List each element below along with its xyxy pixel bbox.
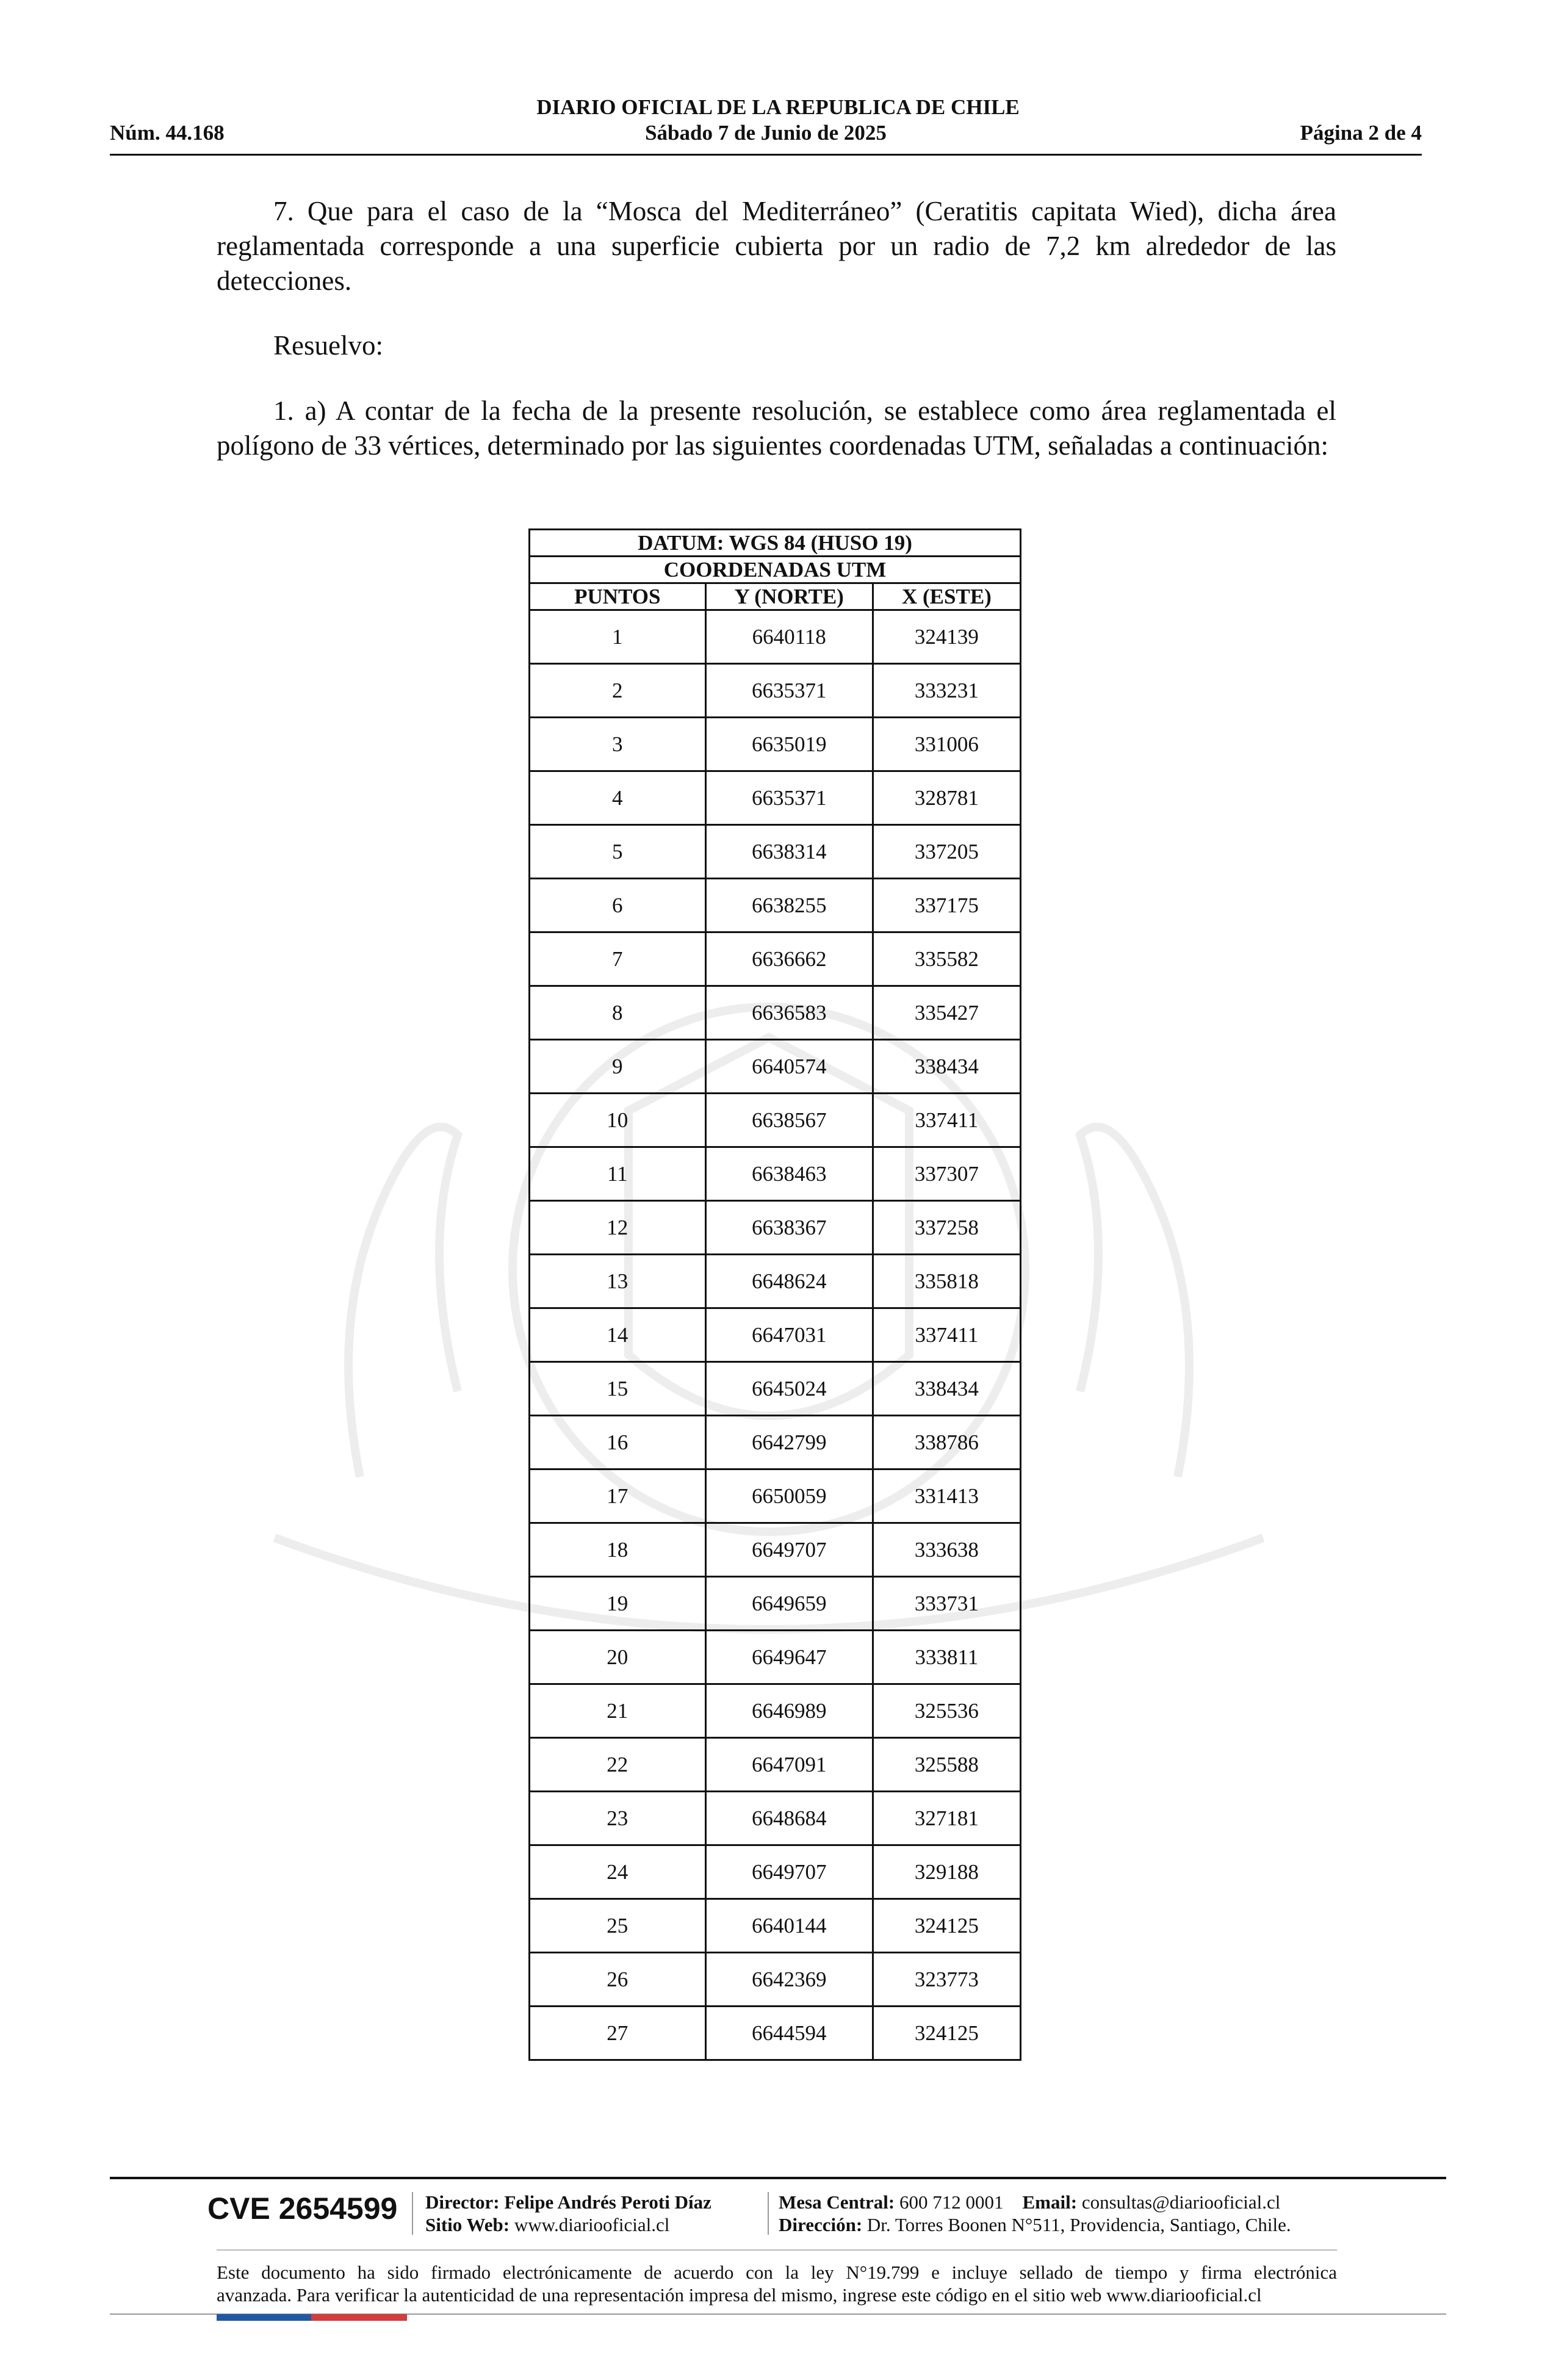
footer-separator	[412, 2192, 413, 2235]
cell-norte: 6638367	[705, 1201, 873, 1255]
table-row	[530, 1255, 1021, 1308]
column-header-este: X (ESTE)	[873, 583, 1020, 610]
table-row	[530, 610, 1021, 664]
table-row	[530, 1362, 1021, 1416]
issue-date: Sábado 7 de Junio de 2025	[645, 121, 887, 145]
cell-este: 337411	[873, 1094, 1020, 1147]
table-row	[530, 1738, 1021, 1792]
cell-este: 324139	[873, 610, 1020, 664]
cell-norte: 6638463	[705, 1147, 873, 1201]
website-link[interactable]: www.diariooficial.cl	[514, 2214, 670, 2235]
cell-norte: 6638255	[705, 879, 873, 932]
cell-norte: 6635019	[705, 718, 873, 771]
cell-norte: 6647031	[705, 1308, 873, 1362]
table-row	[530, 1684, 1021, 1738]
cell-norte: 6649647	[705, 1631, 873, 1684]
cell-este: 337307	[873, 1147, 1020, 1201]
cell-punto: 1	[530, 610, 706, 664]
cell-este: 333811	[873, 1631, 1020, 1684]
paragraph-1a-text: 1. a) A contar de la fecha de la presente resolución, se establece como área reglamentada el polígono de 33 vértices, determinado por las siguientes coordenadas UTM, señaladas a continuación:	[217, 395, 1336, 461]
cell-punto: 9	[530, 1040, 706, 1094]
legal-line-2: avanzada. Para verificar la autenticidad de una representación impresa del mismo, ingrese este código en el sitio web www.diariooficial.cl	[217, 2284, 1262, 2306]
legal-line-1: Este documento ha sido firmado electrónicamente de acuerdo con la ley N°19.799 e incluye sellado de tiempo y firma electrónica	[217, 2262, 1337, 2283]
resuelvo-heading	[217, 328, 1336, 363]
cell-punto: 3	[530, 718, 706, 771]
table-row	[530, 1792, 1021, 1845]
website-label: Sitio Web:	[425, 2214, 510, 2235]
cell-punto: 15	[530, 1362, 706, 1416]
column-header-norte: Y (NORTE)	[705, 583, 873, 610]
table-row	[530, 1845, 1021, 1899]
footer-divider-top	[110, 2177, 1446, 2179]
cell-punto: 8	[530, 986, 706, 1040]
cell-este: 324125	[873, 1899, 1020, 1953]
cell-este: 323773	[873, 1953, 1020, 2007]
mesa-label: Mesa Central:	[779, 2191, 895, 2213]
director-label: Director:	[425, 2191, 500, 2213]
cell-norte: 6640144	[705, 1899, 873, 1953]
cell-este: 337205	[873, 825, 1020, 879]
resuelvo-text: Resuelvo:	[273, 330, 383, 361]
cell-punto: 20	[530, 1631, 706, 1684]
footer-divider-mid	[217, 2249, 1337, 2251]
address-text: Dr. Torres Boonen N°511, Providencia, Santiago, Chile.	[866, 2214, 1291, 2235]
table-row	[530, 879, 1021, 932]
table-row	[530, 1201, 1021, 1255]
table-row	[530, 664, 1021, 718]
cell-punto: 22	[530, 1738, 706, 1792]
cell-punto: 21	[530, 1684, 706, 1738]
cell-punto: 27	[530, 2007, 706, 2060]
cell-este: 328781	[873, 771, 1020, 825]
publication-title: DIARIO OFICIAL DE LA REPUBLICA DE CHILE	[536, 95, 1020, 119]
flag-stripe-red	[311, 2314, 407, 2321]
cell-punto: 11	[530, 1147, 706, 1201]
cell-este: 338434	[873, 1040, 1020, 1094]
cell-norte: 6640574	[705, 1040, 873, 1094]
cell-norte: 6635371	[705, 664, 873, 718]
cell-punto: 26	[530, 1953, 706, 2007]
footer-contact-block	[779, 2191, 1291, 2236]
issue-number: Núm. 44.168	[110, 121, 225, 145]
cell-norte: 6647091	[705, 1738, 873, 1792]
email-label: Email:	[1022, 2191, 1078, 2213]
cell-punto: 24	[530, 1845, 706, 1899]
utm-table-body	[530, 610, 1021, 2060]
table-row	[530, 1577, 1021, 1631]
cell-norte: 6642799	[705, 1416, 873, 1469]
cell-norte: 6650059	[705, 1469, 873, 1523]
column-header-puntos: PUNTOS	[530, 583, 706, 610]
table-row	[530, 1416, 1021, 1469]
table-row	[530, 932, 1021, 986]
table-title: COORDENADAS UTM	[530, 557, 1021, 583]
table-row	[530, 771, 1021, 825]
table-row	[530, 1469, 1021, 1523]
table-row	[530, 718, 1021, 771]
email-link[interactable]: consultas@diariooficial.cl	[1081, 2191, 1281, 2213]
footer-separator	[768, 2192, 769, 2235]
header-divider	[110, 154, 1422, 156]
cell-norte: 6648684	[705, 1792, 873, 1845]
director-name: Felipe Andrés Peroti Díaz	[504, 2191, 711, 2213]
cell-este: 335582	[873, 932, 1020, 986]
cell-punto: 17	[530, 1469, 706, 1523]
cell-este: 338786	[873, 1416, 1020, 1469]
cell-punto: 23	[530, 1792, 706, 1845]
cell-norte: 6636583	[705, 986, 873, 1040]
cell-norte: 6640118	[705, 610, 873, 664]
cell-este: 333731	[873, 1577, 1020, 1631]
paragraph-7	[217, 194, 1336, 298]
paragraph-7-text: 7. Que para el caso de la “Mosca del Mediterráneo” (Ceratitis capitata Wied), dicha área reglamentada corresponde a una superficie cubierta por un radio de 7,2 km alrededor de las detecciones.	[217, 196, 1336, 296]
cell-este: 335427	[873, 986, 1020, 1040]
cell-este: 325536	[873, 1684, 1020, 1738]
cell-norte: 6636662	[705, 932, 873, 986]
cell-este: 331413	[873, 1469, 1020, 1523]
cell-norte: 6638314	[705, 825, 873, 879]
cell-este: 324125	[873, 2007, 1020, 2060]
cell-punto: 14	[530, 1308, 706, 1362]
table-row	[530, 1308, 1021, 1362]
cell-punto: 7	[530, 932, 706, 986]
cell-norte: 6649659	[705, 1577, 873, 1631]
table-row	[530, 1094, 1021, 1147]
cell-este: 333231	[873, 664, 1020, 718]
cell-punto: 6	[530, 879, 706, 932]
cve-code: CVE 2654599	[207, 2191, 398, 2226]
cell-este: 338434	[873, 1362, 1020, 1416]
cell-punto: 12	[530, 1201, 706, 1255]
table-row	[530, 1631, 1021, 1684]
cell-norte: 6648624	[705, 1255, 873, 1308]
table-row	[530, 1899, 1021, 1953]
cell-este: 337258	[873, 1201, 1020, 1255]
table-row	[530, 1523, 1021, 1577]
cell-este: 325588	[873, 1738, 1020, 1792]
table-row	[530, 986, 1021, 1040]
cell-norte: 6646989	[705, 1684, 873, 1738]
cell-este: 327181	[873, 1792, 1020, 1845]
table-row	[530, 1953, 1021, 2007]
table-row	[530, 825, 1021, 879]
mesa-phone: 600 712 0001	[899, 2191, 1004, 2213]
cell-este: 337175	[873, 879, 1020, 932]
cell-norte: 6649707	[705, 1523, 873, 1577]
cell-este: 333638	[873, 1523, 1020, 1577]
cell-punto: 19	[530, 1577, 706, 1631]
paragraph-1a	[217, 394, 1336, 463]
datum-header: DATUM: WGS 84 (HUSO 19)	[530, 530, 1021, 557]
cell-norte: 6642369	[705, 1953, 873, 2007]
cell-norte: 6645024	[705, 1362, 873, 1416]
cell-punto: 18	[530, 1523, 706, 1577]
cell-norte: 6649707	[705, 1845, 873, 1899]
cell-punto: 13	[530, 1255, 706, 1308]
utm-coordinates-table	[528, 528, 1021, 2061]
cell-este: 331006	[873, 718, 1020, 771]
header-row	[110, 121, 1422, 149]
cell-este: 337411	[873, 1308, 1020, 1362]
table-row	[530, 1147, 1021, 1201]
cell-norte: 6638567	[705, 1094, 873, 1147]
page-number: Página 2 de 4	[1300, 121, 1422, 145]
table-row	[530, 2007, 1021, 2060]
cell-este: 329188	[873, 1845, 1020, 1899]
address-label: Dirección:	[779, 2214, 863, 2235]
flag-stripe-blue	[217, 2314, 311, 2321]
cell-punto: 5	[530, 825, 706, 879]
cell-norte: 6635371	[705, 771, 873, 825]
table-row	[530, 1040, 1021, 1094]
cell-norte: 6644594	[705, 2007, 873, 2060]
cell-punto: 25	[530, 1899, 706, 1953]
cell-este: 335818	[873, 1255, 1020, 1308]
cell-punto: 2	[530, 664, 706, 718]
cell-punto: 16	[530, 1416, 706, 1469]
legal-notice	[217, 2261, 1337, 2306]
cell-punto: 10	[530, 1094, 706, 1147]
footer-director-block	[425, 2191, 711, 2236]
cell-punto: 4	[530, 771, 706, 825]
